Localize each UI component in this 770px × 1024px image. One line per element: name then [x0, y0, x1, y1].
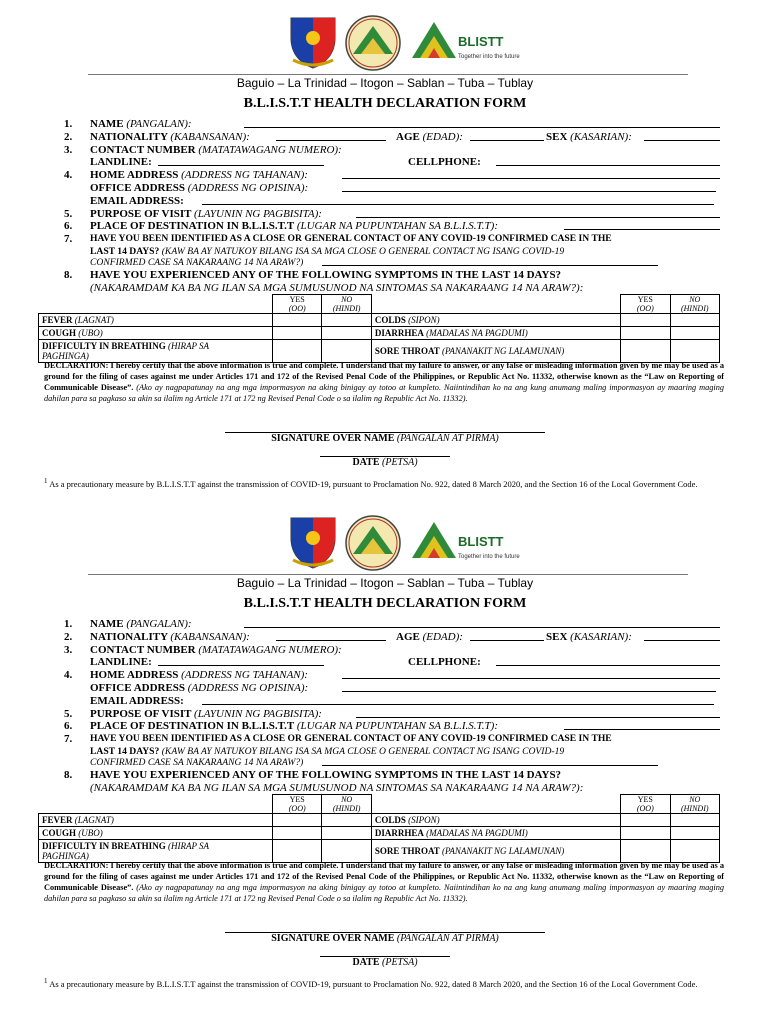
symptom-fever: FEVER (LAGNAT)	[39, 314, 273, 327]
item-number: 6.	[64, 220, 73, 233]
diarrhea-yes-cell[interactable]	[621, 827, 670, 840]
symptom-diarrhea: DIARRHEA (MADALAS NA PAGDUMI)	[371, 327, 620, 340]
item-purpose	[64, 708, 724, 721]
destination-label-tl: (LUGAR NA PUPUNTAHAN SA B.L.I.S.T.T):	[296, 720, 498, 733]
item-nationality	[64, 631, 724, 644]
item-phones	[64, 156, 724, 169]
item-number: 1.	[64, 118, 73, 130]
header-logos	[0, 514, 770, 572]
office-label: OFFICE ADDRESS	[90, 681, 186, 694]
item-number: 4.	[64, 669, 73, 682]
cough-yes-cell[interactable]	[273, 327, 322, 340]
footnote-text: As a precautionary measure by B.L.I.S.T.T against the transmission of COVID-19, pursuant to Proclamation No. 922, dated 8 March 2020, and the Section 16 of the Local Government Code.	[49, 478, 698, 489]
symptoms-table	[38, 794, 720, 863]
benguet-seal-logo	[343, 14, 403, 72]
home-label-tl: (ADDRESS NG TAHANAN):	[181, 669, 308, 682]
symptom-diarrhea: DIARRHEA (MADALAS NA PAGDUMI)	[371, 827, 620, 840]
item-number: 2.	[64, 630, 73, 643]
name-label: NAME	[90, 618, 124, 630]
date-label: DATE	[352, 957, 380, 968]
sex-label-tl: (KASARIAN):	[570, 630, 632, 643]
item-contact-question-2	[64, 746, 724, 758]
symptom-cough: COUGH (UBO)	[39, 327, 273, 340]
symptom-sore-throat: SORE THROAT (PANANAKIT NG LALAMUNAN)	[371, 840, 620, 863]
item-number: 7.	[64, 233, 73, 246]
nationality-label: NATIONALITY	[90, 630, 168, 643]
email-field[interactable]	[202, 195, 714, 205]
declaration-body: I hereby certify that the above information is true and complete. I understand that my failure to answer, or any false or misleading information given by me may be used as a ground for the filing of cases against me under Articles 171 and 172 of the Revised Penal Code of the Philippines, or Republic Act No. 11332, otherwise known as the “Law on Reporting of Communicable Disease”.	[44, 861, 724, 892]
q8-line2-tl: (NAKARAMDAM KA BA NG ILAN SA MGA SUMUSUNOD NA SINTOMAS SA NAKARAANG 14 NA ARAW?):	[90, 281, 584, 294]
symptom-fever: FEVER (LAGNAT)	[39, 814, 273, 827]
footnote	[44, 476, 724, 490]
blistt-logo-text: BLISTT	[458, 534, 504, 549]
q7-answer-field[interactable]	[322, 257, 658, 266]
diarrhea-no-cell[interactable]	[670, 327, 719, 340]
item-symptoms-question	[64, 269, 724, 282]
item-contact-question-3	[64, 257, 724, 269]
nationality-label: NATIONALITY	[90, 130, 168, 143]
landline-field[interactable]	[158, 156, 324, 166]
symptoms-header-row	[39, 295, 720, 314]
form-items	[64, 118, 724, 295]
item-phones	[64, 656, 724, 669]
q7-line2: LAST 14 DAYS?	[90, 245, 160, 257]
health-declaration-form-1	[0, 0, 770, 505]
item-number: 3.	[64, 643, 73, 656]
cellphone-field[interactable]	[496, 156, 720, 166]
sex-label: SEX	[546, 130, 568, 143]
q7-line3-tl: CONFIRMED CASE SA NAKARAANG 14 NA ARAW?)	[90, 257, 304, 269]
fever-no-cell[interactable]	[322, 814, 371, 827]
fever-no-cell[interactable]	[322, 314, 371, 327]
header-rule	[88, 74, 688, 75]
name-field[interactable]	[244, 118, 720, 128]
item-home	[64, 669, 724, 682]
header-rule	[88, 574, 688, 575]
sex-field[interactable]	[644, 131, 720, 141]
age-field[interactable]	[470, 131, 544, 141]
declaration-label: DECLARATION:	[44, 361, 109, 370]
item-email	[64, 695, 724, 708]
office-label-tl: (ADDRESS NG OPISINA):	[187, 681, 309, 694]
item-contact	[64, 644, 724, 657]
date-label: DATE	[352, 457, 380, 468]
home-label-tl: (ADDRESS NG TAHANAN):	[181, 169, 308, 182]
destination-field[interactable]	[564, 220, 720, 230]
blistt-logo	[410, 14, 520, 72]
signature-label: SIGNATURE OVER NAME	[271, 433, 395, 444]
item-purpose	[64, 208, 724, 221]
name-label-tl: (PANGALAN):	[126, 618, 192, 630]
contact-label-tl: (MATATAWAGANG NUMERO):	[198, 643, 342, 656]
home-address-field[interactable]	[342, 669, 720, 679]
q8-line1: HAVE YOU EXPERIENCED ANY OF THE FOLLOWING SYMPTOMS IN THE LAST 14 DAYS?	[90, 268, 562, 281]
item-name	[64, 618, 724, 631]
item-email	[64, 195, 724, 208]
form-title: B.L.I.S.T.T HEALTH DECLARATION FORM	[243, 596, 527, 611]
declaration-body: I hereby certify that the above information is true and complete. I understand that my failure to answer, or any false or misleading information given by me may be used as a ground for the filing of cases against me under Articles 171 and 172 of the Revised Penal Code of the Philippines, or Republic Act No. 11332, otherwise known as the “Law on Reporting of Communicable Disease”.	[44, 361, 724, 392]
destination-field[interactable]	[564, 720, 720, 730]
declaration-label: DECLARATION:	[44, 861, 109, 870]
destination-label: PLACE OF DESTINATION IN B.L.I.S.T.T	[90, 220, 295, 233]
item-number: 1.	[64, 618, 73, 630]
item-symptoms-question-2	[64, 282, 724, 295]
symptom-breathing: DIFFICULTY IN BREATHING (HIRAP SA PAGHINGA)	[39, 840, 273, 863]
purpose-label: PURPOSE OF VISIT	[90, 707, 192, 720]
fever-yes-cell[interactable]	[273, 314, 322, 327]
no-header: NO (HINDI)	[670, 295, 719, 314]
date-block	[0, 956, 770, 968]
q7-answer-field[interactable]	[322, 757, 658, 766]
declaration-body-tl: (Ako ay nagpapatunay na ang mga impormasyon na aking binigay ay totoo at kumpleto. Naiintindihan ko na ang kung anumang maling impormasyon ay maaring maging dahilan para sa pagkaso sa akin sa ilalim ng Article 171 at 172 ng Revised Penal Code o sa ilalim ng Republic Act No. 11332).	[44, 883, 724, 903]
nationality-field[interactable]	[276, 631, 386, 641]
item-contact	[64, 144, 724, 157]
item-home	[64, 169, 724, 182]
no-header: NO (HINDI)	[322, 295, 371, 314]
philippine-seal-logo	[285, 14, 341, 70]
symptom-colds: COLDS (SIPON)	[371, 314, 620, 327]
item-destination	[64, 220, 724, 233]
item-number: 4.	[64, 169, 73, 182]
blistt-logo	[410, 514, 520, 572]
philippine-seal-logo	[285, 514, 341, 570]
purpose-field[interactable]	[356, 208, 720, 218]
nationality-field[interactable]	[276, 131, 386, 141]
table-row	[39, 827, 720, 840]
nationality-label-tl: (KABANSANAN):	[170, 630, 250, 643]
name-label: NAME	[90, 118, 124, 130]
landline-field[interactable]	[158, 656, 324, 666]
date-block	[0, 456, 770, 468]
purpose-label-tl: (LAYUNIN NG PAGBISITA):	[194, 207, 322, 220]
yes-header: YES (OO)	[273, 295, 322, 314]
item-number: 6.	[64, 720, 73, 733]
colds-yes-cell[interactable]	[621, 814, 670, 827]
cough-no-cell[interactable]	[322, 327, 371, 340]
towns-line: Baguio – La Trinidad – Itogon – Sablan – Tuba – Tublay	[236, 576, 534, 590]
office-address-field[interactable]	[342, 682, 716, 692]
office-label: OFFICE ADDRESS	[90, 181, 186, 194]
q8-line1: HAVE YOU EXPERIENCED ANY OF THE FOLLOWING SYMPTOMS IN THE LAST 14 DAYS?	[90, 768, 562, 781]
item-contact-question-2	[64, 246, 724, 258]
office-label-tl: (ADDRESS NG OPISINA):	[187, 181, 309, 194]
item-name	[64, 118, 724, 131]
email-label: EMAIL ADDRESS:	[90, 194, 184, 207]
item-office	[64, 682, 724, 695]
q7-line2-tl: (KAW BA AY NATUKOY BILANG ISA SA MGA CLOSE O GENERAL CONTACT NG ISANG COVID-19	[161, 245, 565, 257]
fever-yes-cell[interactable]	[273, 814, 322, 827]
symptom-colds: COLDS (SIPON)	[371, 814, 620, 827]
colds-no-cell[interactable]	[670, 314, 719, 327]
item-number: 3.	[64, 143, 73, 156]
colds-yes-cell[interactable]	[621, 314, 670, 327]
email-label: EMAIL ADDRESS:	[90, 694, 184, 707]
table-row	[39, 327, 720, 340]
item-number: 7.	[64, 733, 73, 746]
item-contact-question-3	[64, 757, 724, 769]
symptoms-table	[38, 294, 720, 363]
q8-line2-tl: (NAKARAMDAM KA BA NG ILAN SA MGA SUMUSUNOD NA SINTOMAS SA NAKARAANG 14 NA ARAW?):	[90, 781, 584, 794]
item-nationality	[64, 131, 724, 144]
symptom-breathing: DIFFICULTY IN BREATHING (HIRAP SA PAGHINGA)	[39, 340, 273, 363]
q7-line2-tl: (KAW BA AY NATUKOY BILANG ISA SA MGA CLOSE O GENERAL CONTACT NG ISANG COVID-19	[161, 745, 565, 757]
item-symptoms-question-2	[64, 782, 724, 795]
purpose-label-tl: (LAYUNIN NG PAGBISITA):	[194, 707, 322, 720]
yes-header: YES (OO)	[273, 795, 322, 814]
q7-line1: HAVE YOU BEEN IDENTIFIED AS A CLOSE OR GENERAL CONTACT OF ANY COVID-19 CONFIRMED CASE IN THE	[90, 233, 612, 245]
signature-label-tl: (PANGALAN AT PIRMA)	[396, 433, 499, 444]
item-symptoms-question	[64, 769, 724, 782]
home-label: HOME ADDRESS	[90, 669, 179, 682]
item-office	[64, 182, 724, 195]
no-header: NO (HINDI)	[670, 795, 719, 814]
yes-header: YES (OO)	[621, 295, 670, 314]
nationality-label-tl: (KABANSANAN):	[170, 130, 250, 143]
signature-label-tl: (PANGALAN AT PIRMA)	[396, 933, 499, 944]
email-field[interactable]	[202, 695, 714, 705]
item-number: 8.	[64, 268, 73, 281]
yes-header: YES (OO)	[621, 795, 670, 814]
table-row	[39, 314, 720, 327]
blistt-logo-subtext: Together into the future	[458, 554, 520, 560]
symptoms-header-row	[39, 795, 720, 814]
health-declaration-form-2	[0, 500, 770, 1005]
item-number: 5.	[64, 707, 73, 720]
form-items	[64, 618, 724, 795]
q7-line3-tl: CONFIRMED CASE SA NAKARAANG 14 NA ARAW?)	[90, 757, 304, 769]
item-destination	[64, 720, 724, 733]
blistt-logo-text: BLISTT	[458, 34, 504, 49]
sex-field[interactable]	[644, 631, 720, 641]
office-address-field[interactable]	[342, 182, 716, 192]
date-label-tl: (PETSA)	[382, 457, 418, 468]
footnote-mark: 1	[44, 477, 48, 485]
date-label-tl: (PETSA)	[382, 957, 418, 968]
diarrhea-no-cell[interactable]	[670, 827, 719, 840]
footnote-mark: 1	[44, 977, 48, 985]
diarrhea-yes-cell[interactable]	[621, 327, 670, 340]
no-header: NO (HINDI)	[322, 795, 371, 814]
landline-label: LANDLINE:	[90, 156, 152, 169]
purpose-field[interactable]	[356, 708, 720, 718]
cough-no-cell[interactable]	[322, 827, 371, 840]
cough-yes-cell[interactable]	[273, 827, 322, 840]
name-label-tl: (PANGALAN):	[126, 118, 192, 130]
declaration-body-tl: (Ako ay nagpapatunay na ang mga impormasyon na aking binigay ay totoo at kumpleto. Naiintindihan ko na ang kung anumang maling impormasyon ay maaring maging dahilan para sa pagkaso sa akin sa ilalim ng Article 171 at 172 ng Revised Penal Code o sa ilalim ng Republic Act No. 11332).	[44, 383, 724, 403]
cellphone-label: CELLPHONE:	[408, 156, 481, 169]
item-number: 2.	[64, 130, 73, 143]
table-row	[39, 814, 720, 827]
header-logos	[0, 14, 770, 72]
home-label: HOME ADDRESS	[90, 169, 179, 182]
contact-label: CONTACT NUMBER	[90, 643, 196, 656]
age-field[interactable]	[470, 631, 544, 641]
symptom-sore-throat: SORE THROAT (PANANAKIT NG LALAMUNAN)	[371, 340, 620, 363]
contact-label-tl: (MATATAWAGANG NUMERO):	[198, 143, 342, 156]
q7-line1: HAVE YOU BEEN IDENTIFIED AS A CLOSE OR GENERAL CONTACT OF ANY COVID-19 CONFIRMED CASE IN THE	[90, 733, 612, 745]
item-contact-question	[64, 733, 724, 746]
name-field[interactable]	[244, 618, 720, 628]
colds-no-cell[interactable]	[670, 814, 719, 827]
symptom-cough: COUGH (UBO)	[39, 827, 273, 840]
footnote-text: As a precautionary measure by B.L.I.S.T.T against the transmission of COVID-19, pursuant to Proclamation No. 922, dated 8 March 2020, and the Section 16 of the Local Government Code.	[49, 978, 698, 989]
form-title: B.L.I.S.T.T HEALTH DECLARATION FORM	[243, 96, 527, 111]
home-address-field[interactable]	[342, 169, 720, 179]
sex-label-tl: (KASARIAN):	[570, 130, 632, 143]
age-label-tl: (EDAD):	[422, 630, 463, 643]
cellphone-label: CELLPHONE:	[408, 656, 481, 669]
item-number: 8.	[64, 768, 73, 781]
signature-block	[0, 932, 770, 944]
purpose-label: PURPOSE OF VISIT	[90, 207, 192, 220]
declaration	[44, 860, 724, 904]
cellphone-field[interactable]	[496, 656, 720, 666]
signature-label: SIGNATURE OVER NAME	[271, 933, 395, 944]
destination-label-tl: (LUGAR NA PUPUNTAHAN SA B.L.I.S.T.T):	[296, 220, 498, 233]
age-label: AGE	[396, 630, 420, 643]
item-contact-question	[64, 233, 724, 246]
footnote	[44, 976, 724, 990]
declaration	[44, 360, 724, 404]
benguet-seal-logo	[343, 514, 403, 572]
age-label: AGE	[396, 130, 420, 143]
q7-line2: LAST 14 DAYS?	[90, 745, 160, 757]
sex-label: SEX	[546, 630, 568, 643]
destination-label: PLACE OF DESTINATION IN B.L.I.S.T.T	[90, 720, 295, 733]
landline-label: LANDLINE:	[90, 656, 152, 669]
age-label-tl: (EDAD):	[422, 130, 463, 143]
item-number: 5.	[64, 207, 73, 220]
contact-label: CONTACT NUMBER	[90, 143, 196, 156]
towns-line: Baguio – La Trinidad – Itogon – Sablan – Tuba – Tublay	[236, 76, 534, 90]
blistt-logo-subtext: Together into the future	[458, 54, 520, 60]
signature-block	[0, 432, 770, 444]
